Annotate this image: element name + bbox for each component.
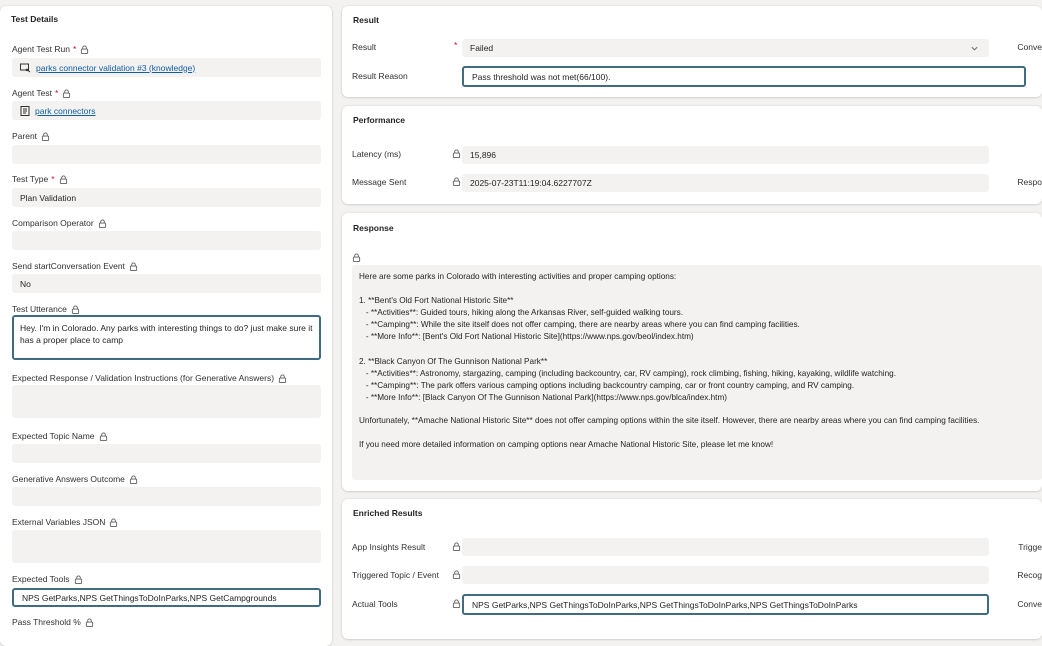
test-details-panel <box>0 6 332 646</box>
lock-icon <box>452 570 461 579</box>
lock-icon <box>85 618 94 627</box>
lock-icon <box>129 475 138 484</box>
test-type-field: Plan Validation <box>12 188 321 207</box>
latency-label: Latency (ms) <box>352 149 402 159</box>
panel-title: Result <box>353 15 379 25</box>
result-label: Result <box>352 42 377 52</box>
pass-threshold-label: Pass Threshold % <box>12 617 94 627</box>
expected-response-field <box>12 385 321 418</box>
expected-topic-label: Expected Topic Name <box>12 431 108 441</box>
panel-title: Test Details <box>11 14 59 24</box>
agent-test-run-field <box>12 58 321 77</box>
response-line: 2. **Black Canyon Of The Gunnison National Park** <box>359 357 548 366</box>
agent-test-label: Agent Test * <box>12 88 71 98</box>
expected-topic-field <box>12 444 321 463</box>
lock-icon <box>59 175 68 184</box>
response-line: If you need more detailed information on camping options near Amache National Historic Site, please let me know! <box>359 440 774 449</box>
lock-icon <box>352 253 361 262</box>
response-line: - **More Info**: [Bent's Old Fort National Historic Site](https://www.nps.gov/beol/index.htm) <box>359 332 694 341</box>
lock-icon <box>80 45 89 54</box>
generative-outcome-label: Generative Answers Outcome <box>12 474 138 484</box>
expected-response-label: Expected Response / Validation Instructions (for Generative Answers) <box>12 373 287 383</box>
test-utterance-label: Test Utterance <box>12 304 80 314</box>
result-reason-label: Result Reason <box>352 71 408 81</box>
result-value: Failed <box>470 43 494 53</box>
expected-tools-label: Expected Tools <box>12 574 83 584</box>
triggered-label-truncated: Trigge <box>1018 542 1042 552</box>
required-marker: * <box>454 40 458 50</box>
panel-title: Enriched Results <box>353 508 423 518</box>
actual-tools-field[interactable]: NPS GetParks,NPS GetThingsToDoInParks,NPS GetThingsToDoInParks,NPS GetThingsToDoInParks <box>462 594 989 615</box>
response-panel <box>342 213 1042 491</box>
response-line: - **Camping**: While the site itself does not offer camping, there are nearby areas where you can find camping facilities. <box>359 320 800 329</box>
response-line: Here are some parks in Colorado with interesting activities and proper camping options: <box>359 272 677 281</box>
app-insights-label: App Insights Result <box>352 542 426 552</box>
lock-icon <box>98 219 107 228</box>
conversation-label-truncated: Conve <box>1017 599 1042 609</box>
response-line: - **Camping**: The park offers various camping options including backcountry camping, car or front country camping, and RV camping. <box>359 381 855 390</box>
lock-icon <box>99 432 108 441</box>
lock-icon <box>452 542 461 551</box>
latency-field: 15,896 <box>462 146 989 164</box>
lock-icon <box>452 149 461 158</box>
parent-field <box>12 145 321 164</box>
response-line: - **Activities**: Astronomy, stargazing, camping (including backcountry, car, RV camping), rock climbing, fishing, hiking, kayaking, wildlife watching. <box>359 369 896 378</box>
send-start-event-field: No <box>12 274 321 293</box>
agent-test-run-label: Agent Test Run * <box>12 44 89 54</box>
response-line: - **More Info**: [Black Canyon Of The Gunnison National Park](https://www.nps.gov/blca/index.htm) <box>359 393 728 402</box>
lock-icon <box>62 89 71 98</box>
chevron-down-icon <box>970 44 979 53</box>
response-line: 1. **Bent's Old Fort National Historic Site** <box>359 296 514 305</box>
test-utterance-field[interactable]: Hey. I'm in Colorado. Any parks with interesting things to do? just make sure it has a proper place to camp <box>12 315 321 360</box>
result-panel <box>342 6 1042 97</box>
expected-tools-field[interactable]: NPS GetParks,NPS GetThingsToDoInParks,NPS GetCampgrounds <box>12 588 321 607</box>
app-insights-field <box>462 538 989 556</box>
result-reason-field[interactable]: Pass threshold was not met(66/100). <box>462 66 1026 87</box>
test-type-label: Test Type * <box>12 174 68 184</box>
triggered-topic-field <box>462 566 989 584</box>
lock-icon <box>74 575 83 584</box>
panel-title: Performance <box>353 115 405 125</box>
comparison-operator-label: Comparison Operator <box>12 218 107 228</box>
panel-title: Response <box>353 223 394 233</box>
lock-icon <box>452 599 461 608</box>
parent-label: Parent <box>12 131 50 141</box>
lock-icon <box>71 305 80 314</box>
send-start-event-label: Send startConversation Event <box>12 261 138 271</box>
recognized-label-truncated: Recog <box>1017 570 1042 580</box>
lock-icon <box>278 374 287 383</box>
conversation-label-truncated: Conve <box>1017 42 1042 52</box>
test-icon <box>20 106 30 116</box>
external-variables-field <box>12 530 321 563</box>
response-line: - **Activities**: Guided tours, hiking along the Arkansas River, self-guided walking tours. <box>359 308 684 317</box>
message-sent-field: 2025-07-23T11:19:04.6227707Z <box>462 174 989 192</box>
performance-panel <box>342 106 1042 204</box>
agent-test-link[interactable]: park connectors <box>35 105 96 116</box>
external-variables-label: External Variables JSON <box>12 517 118 527</box>
comparison-operator-field <box>12 231 321 250</box>
test-run-icon <box>20 63 31 73</box>
response-label-truncated: Respo <box>1017 177 1042 187</box>
lock-icon <box>109 518 118 527</box>
enriched-results-panel <box>342 499 1042 639</box>
response-line: Unfortunately, **Amache National Historic Site** does not offer camping options within the site itself. However, there are nearby areas where you can find camping facilities. <box>359 416 980 425</box>
agent-test-run-link[interactable]: parks connector validation #3 (knowledge) <box>36 62 196 73</box>
lock-icon <box>129 262 138 271</box>
message-sent-label: Message Sent <box>352 177 407 187</box>
result-dropdown[interactable] <box>462 39 989 57</box>
agent-test-field <box>12 101 321 120</box>
lock-icon <box>41 132 50 141</box>
generative-outcome-field <box>12 487 321 506</box>
actual-tools-label: Actual Tools <box>352 599 398 609</box>
lock-icon <box>452 177 461 186</box>
triggered-topic-label: Triggered Topic / Event <box>352 570 439 580</box>
